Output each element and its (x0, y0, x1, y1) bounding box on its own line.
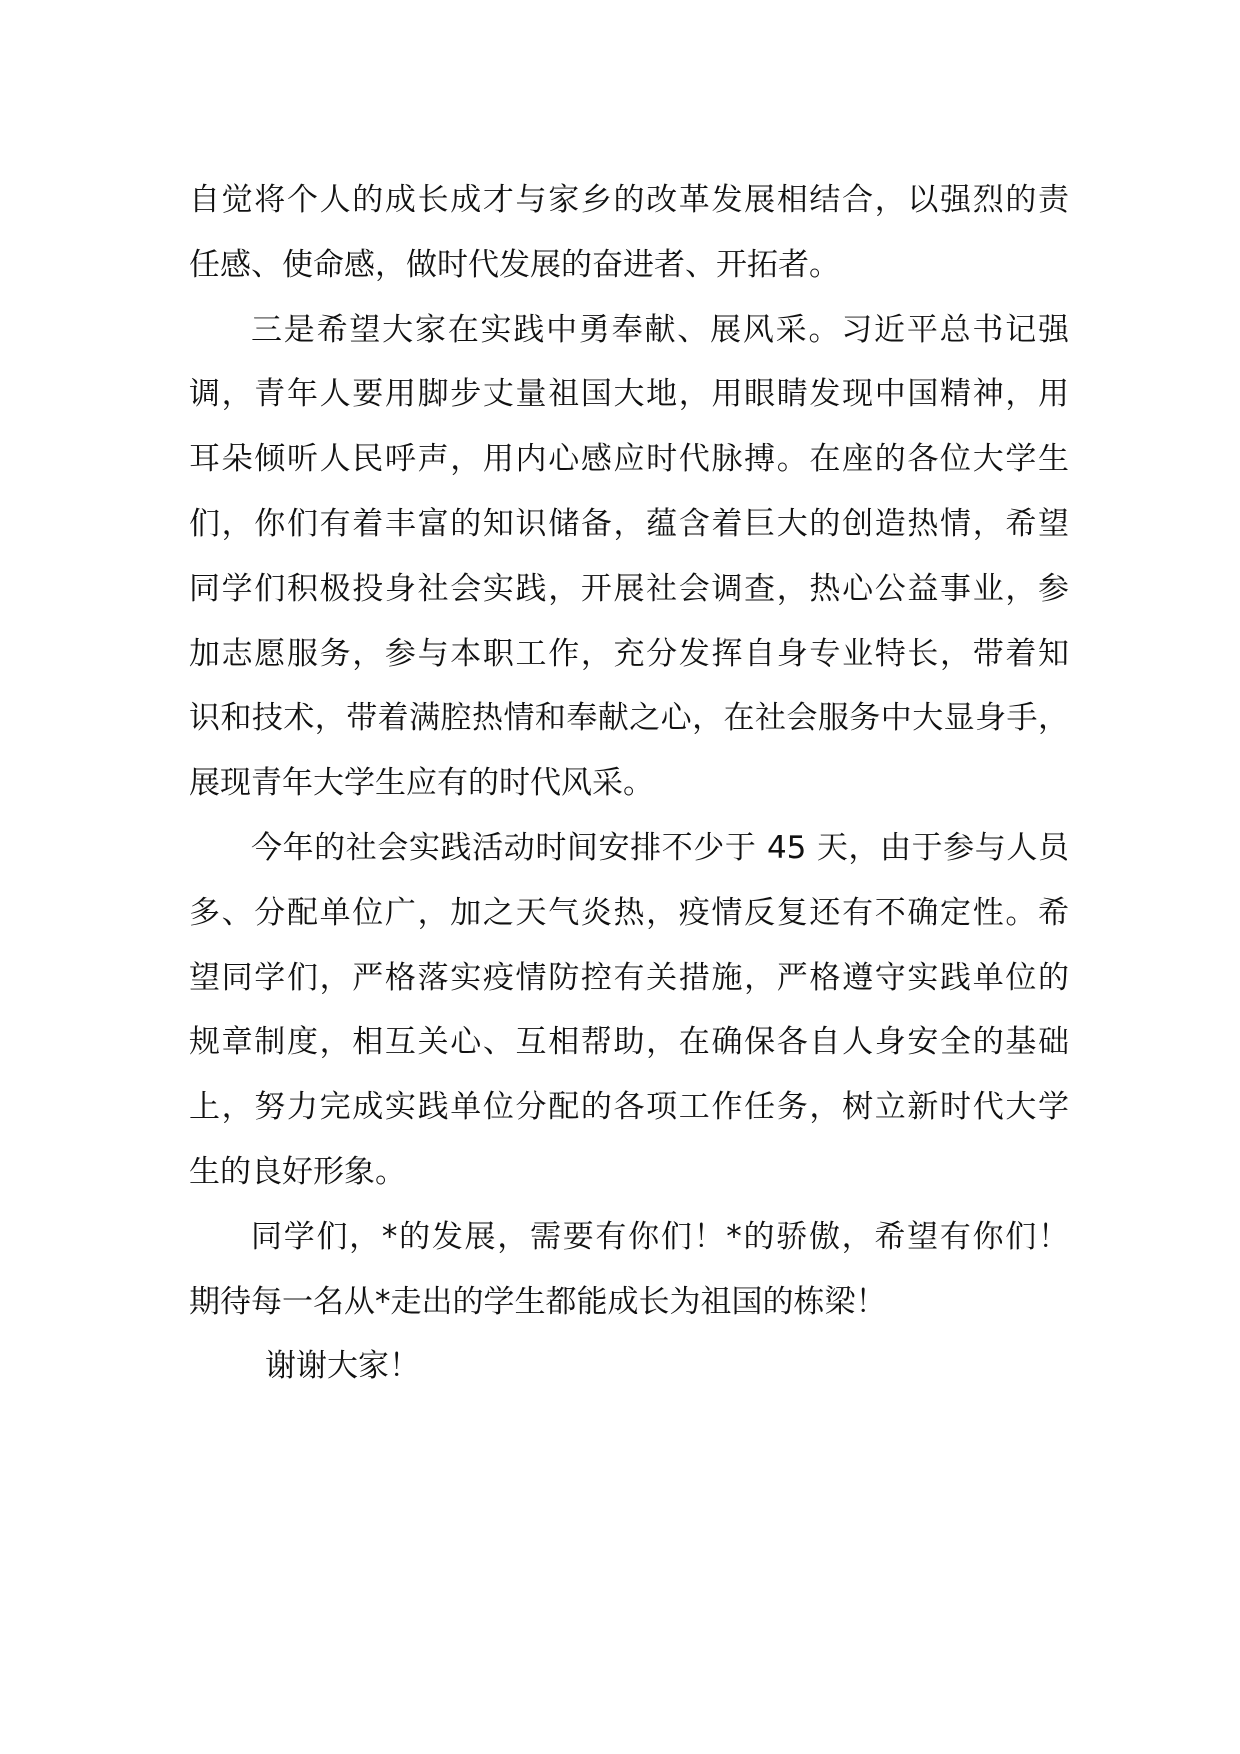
paragraph-continuation (189, 168, 1069, 298)
paragraph-thanks (189, 1334, 1069, 1399)
text-line: 识和技术，带着满腔热情和奉献之心，在社会服务中大显身手， (189, 700, 1069, 737)
text-line: 望同学们，严格落实疫情防控有关措施，严格遵守实践单位的 (189, 959, 1069, 996)
text-line: 多、分配单位广，加之天气炎热，疫情反复还有不确定性。希 (189, 894, 1069, 931)
text-line: 加志愿服务，参与本职工作，充分发挥自身专业特长，带着知 (189, 635, 1069, 672)
paragraph-safety (189, 816, 1069, 1205)
document-body (189, 168, 1069, 1399)
text-line: 三是希望大家在实践中勇奉献、展风采。习近平总书记强 (251, 311, 1069, 348)
thanks-line: 谢谢大家！ (265, 1348, 420, 1385)
paragraph-closing (189, 1205, 1069, 1335)
text-line: 自觉将个人的成长成才与家乡的改革发展相结合，以强烈的责 (189, 182, 1069, 218)
text-line: 同学们积极投身社会实践，开展社会调查，热心公益事业，参 (189, 570, 1069, 607)
text-line: 生的良好形象。 (189, 1153, 406, 1190)
text-line: 规章制度，相互关心、互相帮助，在确保各自人身安全的基础 (189, 1024, 1069, 1061)
text-line: 调，青年人要用脚步丈量祖国大地，用眼睛发现中国精神，用 (189, 376, 1069, 413)
paragraph-contribution (189, 298, 1069, 816)
text-line: 今年的社会实践活动时间安排不少于 45 天，由于参与人员 (251, 829, 1069, 866)
text-line: 展现青年大学生应有的时代风采。 (189, 765, 654, 802)
text-line: 同学们，*的发展，需要有你们！*的骄傲，希望有你们！ (251, 1218, 1069, 1255)
text-line: 期待每一名从*走出的学生都能成长为祖国的栋梁！ (189, 1283, 887, 1320)
text-line: 耳朵倾听人民呼声，用内心感应时代脉搏。在座的各位大学生 (189, 441, 1069, 478)
text-line: 上，努力完成实践单位分配的各项工作任务，树立新时代大学 (189, 1089, 1069, 1126)
text-line: 们，你们有着丰富的知识储备，蕴含着巨大的创造热情，希望 (189, 505, 1069, 542)
text-line: 任感、使命感，做时代发展的奋进者、开拓者。 (189, 246, 840, 283)
